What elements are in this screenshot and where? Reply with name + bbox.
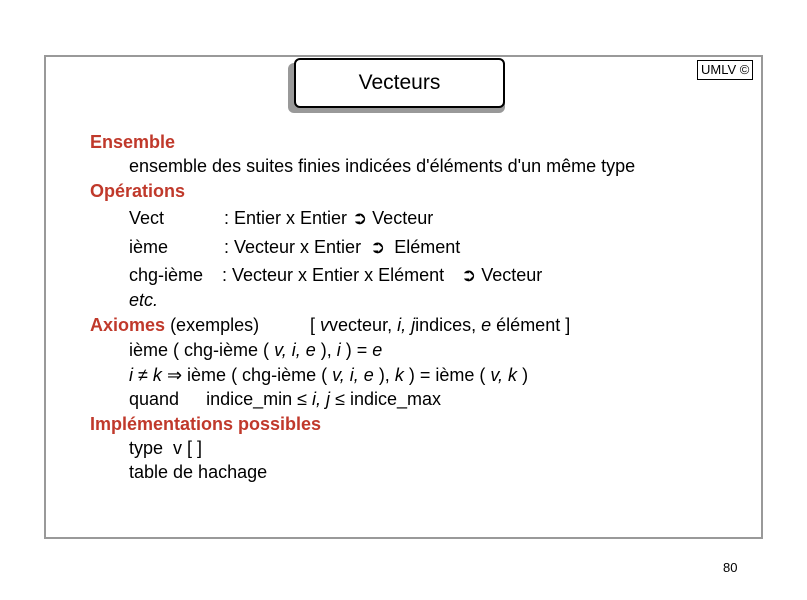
axiom-3 [129,388,441,410]
less-equal-symbol: ≤ [335,389,345,409]
operation-name: ième [129,237,169,257]
axiomes-heading: Axiomes [90,315,166,335]
decl-type-element: élément ] [496,315,571,335]
axiom-var: k [394,365,404,385]
operation-signature [224,207,433,230]
slide-title [294,58,505,108]
axiomes-suffix: (exemples) [170,315,260,335]
axiom-text: ) = ième ( [408,365,486,385]
axiomes-declaration [310,314,570,336]
implementations-heading: Implémentations possibles [90,414,322,434]
decl-var-v: v [320,315,330,335]
operations-heading: Opérations [90,181,186,201]
not-equal-symbol: ≠ [138,365,148,385]
implementation-item: type v [ ] [129,438,203,458]
axiom-text: ), [320,340,337,360]
axiom-text: quand [129,389,180,409]
axiom-text: ), [378,365,390,385]
axiom-2 [129,364,528,386]
signature-domain: : Entier x Entier [224,208,348,228]
axiom-vars: v, i, e [274,340,316,360]
axiomes-line [90,314,259,336]
axiom-vars: v, i, e [332,365,374,385]
less-equal-symbol: ≤ [297,389,308,409]
axiom-1 [129,339,382,361]
decl-type-vecteur: vecteur, [329,315,393,335]
corner-label: UMLV © [697,60,753,80]
axiom-vars: i, j [312,389,331,409]
signature-domain: : Vecteur x Entier x Elément [222,265,445,285]
decl-var-ij: i, j [397,315,416,335]
right-arrow-icon: ➲ [352,208,368,229]
right-arrow-icon: ➲ [370,237,386,258]
axiom-text: ) [522,365,529,385]
axiom-var: i [336,340,341,360]
axiom-var: k [152,365,162,385]
signature-codomain: Elément [394,237,461,257]
decl-var-e: e [481,315,492,335]
operation-signature [224,236,460,259]
slide-title-text: Vecteurs [358,71,441,94]
signature-domain: : Vecteur x Entier [224,237,362,257]
axiom-var: e [372,340,383,360]
axiom-text: ième ( chg-ième ( [187,365,328,385]
signature-codomain: Vecteur [372,208,434,228]
operation-name: chg-ième [129,265,204,285]
operation-name: Vect [129,208,165,228]
ensemble-heading: Ensemble [90,132,176,152]
implementation-item: table de hachage [129,462,268,482]
axiom-vars: v, k [490,365,518,385]
signature-codomain: Vecteur [481,265,543,285]
axiom-text: ième ( chg-ième ( [129,340,270,360]
operation-signature [222,264,542,287]
ensemble-description: ensemble des suites finies indicées d'éléments d'un même type [129,156,636,176]
axiom-var: i [129,365,133,385]
right-arrow-icon: ➲ [461,265,477,286]
operations-etc: etc. [129,290,159,310]
decl-open: [ [310,315,316,335]
implies-symbol: ⇒ [166,365,183,385]
decl-type-indices: indices, [415,315,477,335]
axiom-text: ) = [340,340,373,360]
page-number: 80 [723,560,738,575]
axiom-text: indice_min [206,389,293,409]
axiom-text: indice_max [349,389,442,409]
